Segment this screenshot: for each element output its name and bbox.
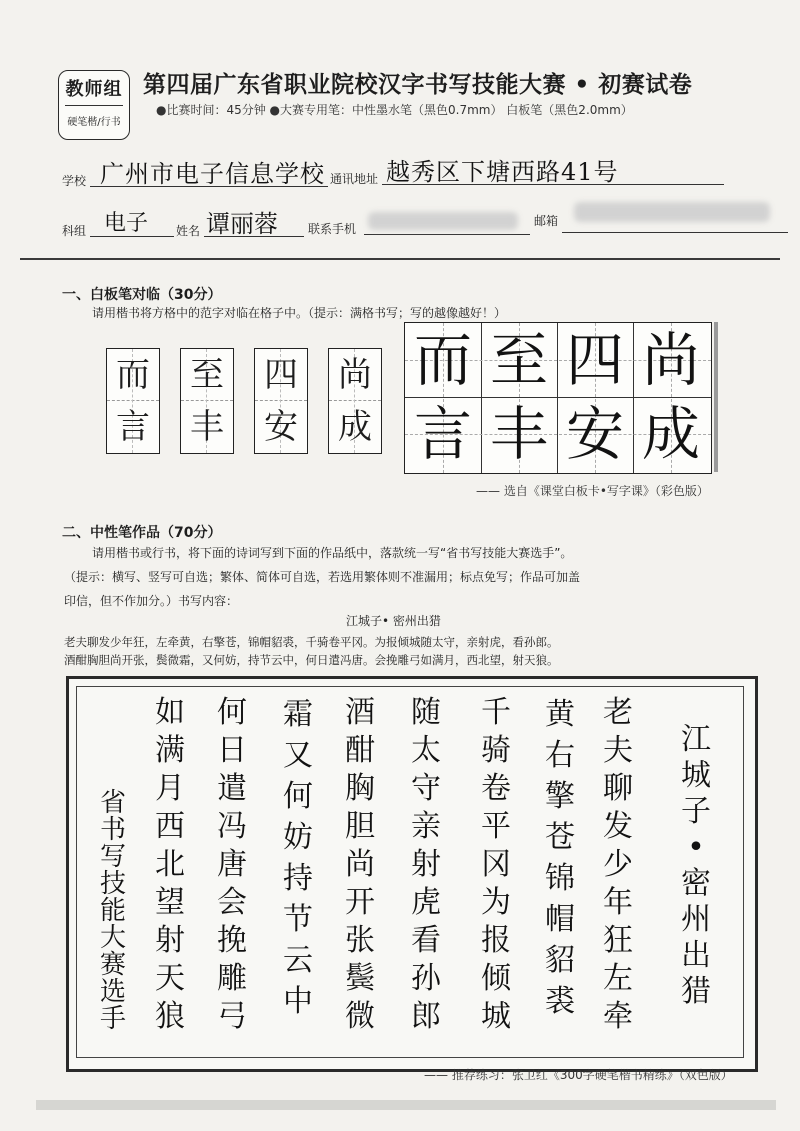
model-char: 而: [116, 355, 150, 395]
section2-title: 二、中性笔作品（70分）: [62, 525, 222, 541]
section1-instruction: 请用楷书将方格中的范字对临在格子中。（提示：满格书写；写的越像越好！）: [92, 306, 507, 320]
badge-divider: [65, 105, 123, 106]
copy-char: 言: [413, 400, 472, 468]
work-column: 酒酣胸胆尚开张鬓微: [345, 695, 375, 1034]
work-column: 何日遣冯唐会挽雕弓: [217, 695, 247, 1034]
name-value: 谭丽蓉: [206, 210, 278, 238]
email-redacted: [574, 202, 770, 222]
work-column-title: 江城子•密州出猎: [681, 722, 711, 1009]
model-char: 成: [338, 407, 372, 447]
work-column: 老夫聊发少年狂左牵: [603, 695, 633, 1034]
email-label: 邮箱: [534, 214, 559, 228]
work-column: 千骑卷平冈为报倾城: [481, 695, 511, 1034]
subject-value: 电子: [104, 211, 149, 236]
copy-char: 至: [489, 326, 548, 394]
work-signature: 省书写技能大赛选手: [99, 788, 126, 1034]
copy-char: 成: [641, 400, 700, 468]
exam-rules: ●比赛时间：45分钟 ●大赛专用笔：中性墨水笔（黑色0.7mm） 白板笔（黑色2.0mm）: [156, 103, 633, 117]
copy-char: 安: [565, 400, 624, 468]
school-label: 学校: [62, 174, 87, 188]
section2-instruction-2: （提示：横写、竖写可自选；繁体、简体可自选，若选用繁体则不准漏用；标点免写；作品可加盖: [64, 570, 581, 584]
copy-char: 丰: [489, 400, 548, 468]
name-field: [204, 202, 304, 237]
copy-char: 尚: [641, 326, 700, 394]
section1-source: —— 选自《课堂白板卡•写字课》（彩色版）: [476, 484, 709, 498]
section1-title: 一、白板笔对临（30分）: [62, 287, 222, 303]
subject-field: [90, 204, 174, 237]
subject-label: 科组: [62, 224, 87, 238]
work-column: 如满月西北望射天狼: [155, 695, 185, 1034]
work-column: 随太守亲射虎看孙郎: [411, 695, 441, 1034]
grid-edge-bar: [714, 322, 718, 472]
model-char: 丰: [190, 407, 224, 447]
model-char: 至: [190, 355, 224, 395]
model-char: 安: [264, 407, 298, 447]
group-title: 教师组: [65, 79, 123, 100]
school-value: 广州市电子信息学校: [100, 160, 325, 188]
email-field: [562, 194, 788, 233]
page-bottom-shadow: [36, 1100, 776, 1110]
poem-line-1: 老夫聊发少年狂，左牵黄，右擎苍，锦帽貂裘，千骑卷平冈。为报倾城随太守，亲射虎，看孙郎。: [64, 635, 559, 649]
copy-char: 四: [565, 326, 624, 394]
school-field: [90, 152, 328, 187]
section2-instruction-1: 请用楷书或行书，将下面的诗词写到下面的作品纸中，落款统一写“省书写技能大赛选手”。: [92, 546, 573, 560]
poem-title: 江城子• 密州出猎: [346, 614, 441, 628]
phone-label: 联系手机: [308, 222, 357, 236]
address-field: [382, 150, 724, 185]
exam-title: 第四届广东省职业院校汉字书写技能大赛 • 初赛试卷: [143, 72, 693, 98]
recommend-text: —— 推荐练习：张卫红《300字硬笔楷书精练》（双色版）: [424, 1068, 733, 1082]
model-box-3: [254, 348, 308, 454]
name-label: 姓名: [176, 224, 201, 238]
phone-redacted: [368, 212, 518, 230]
model-char: 四: [264, 355, 298, 395]
model-box-4: [328, 348, 382, 454]
model-char: 尚: [338, 355, 372, 395]
group-badge: [58, 70, 130, 140]
address-value: 越秀区下塘西路41号: [386, 158, 619, 186]
phone-field: [364, 204, 530, 235]
section2-instruction-3: 印信，但不作加分。）书写内容：: [64, 594, 239, 608]
poem-line-2: 酒酣胸胆尚开张，鬓微霜，又何妨，持节云中，何日遣冯唐。会挽雕弓如满月，西北望，射天狼。: [64, 653, 559, 667]
model-char: 言: [116, 407, 150, 447]
work-column: 霜又何妨持节云中: [283, 697, 313, 1019]
model-box-1: [106, 348, 160, 454]
model-box-2: [180, 348, 234, 454]
work-column: 黄右擎苍锦帽貂裘: [545, 697, 575, 1019]
copy-grid: [404, 322, 712, 474]
address-label: 通讯地址: [330, 172, 379, 186]
group-subtitle: 硬笔楷/行书: [67, 117, 121, 128]
section-divider: [20, 258, 780, 260]
copy-char: 而: [413, 326, 472, 394]
